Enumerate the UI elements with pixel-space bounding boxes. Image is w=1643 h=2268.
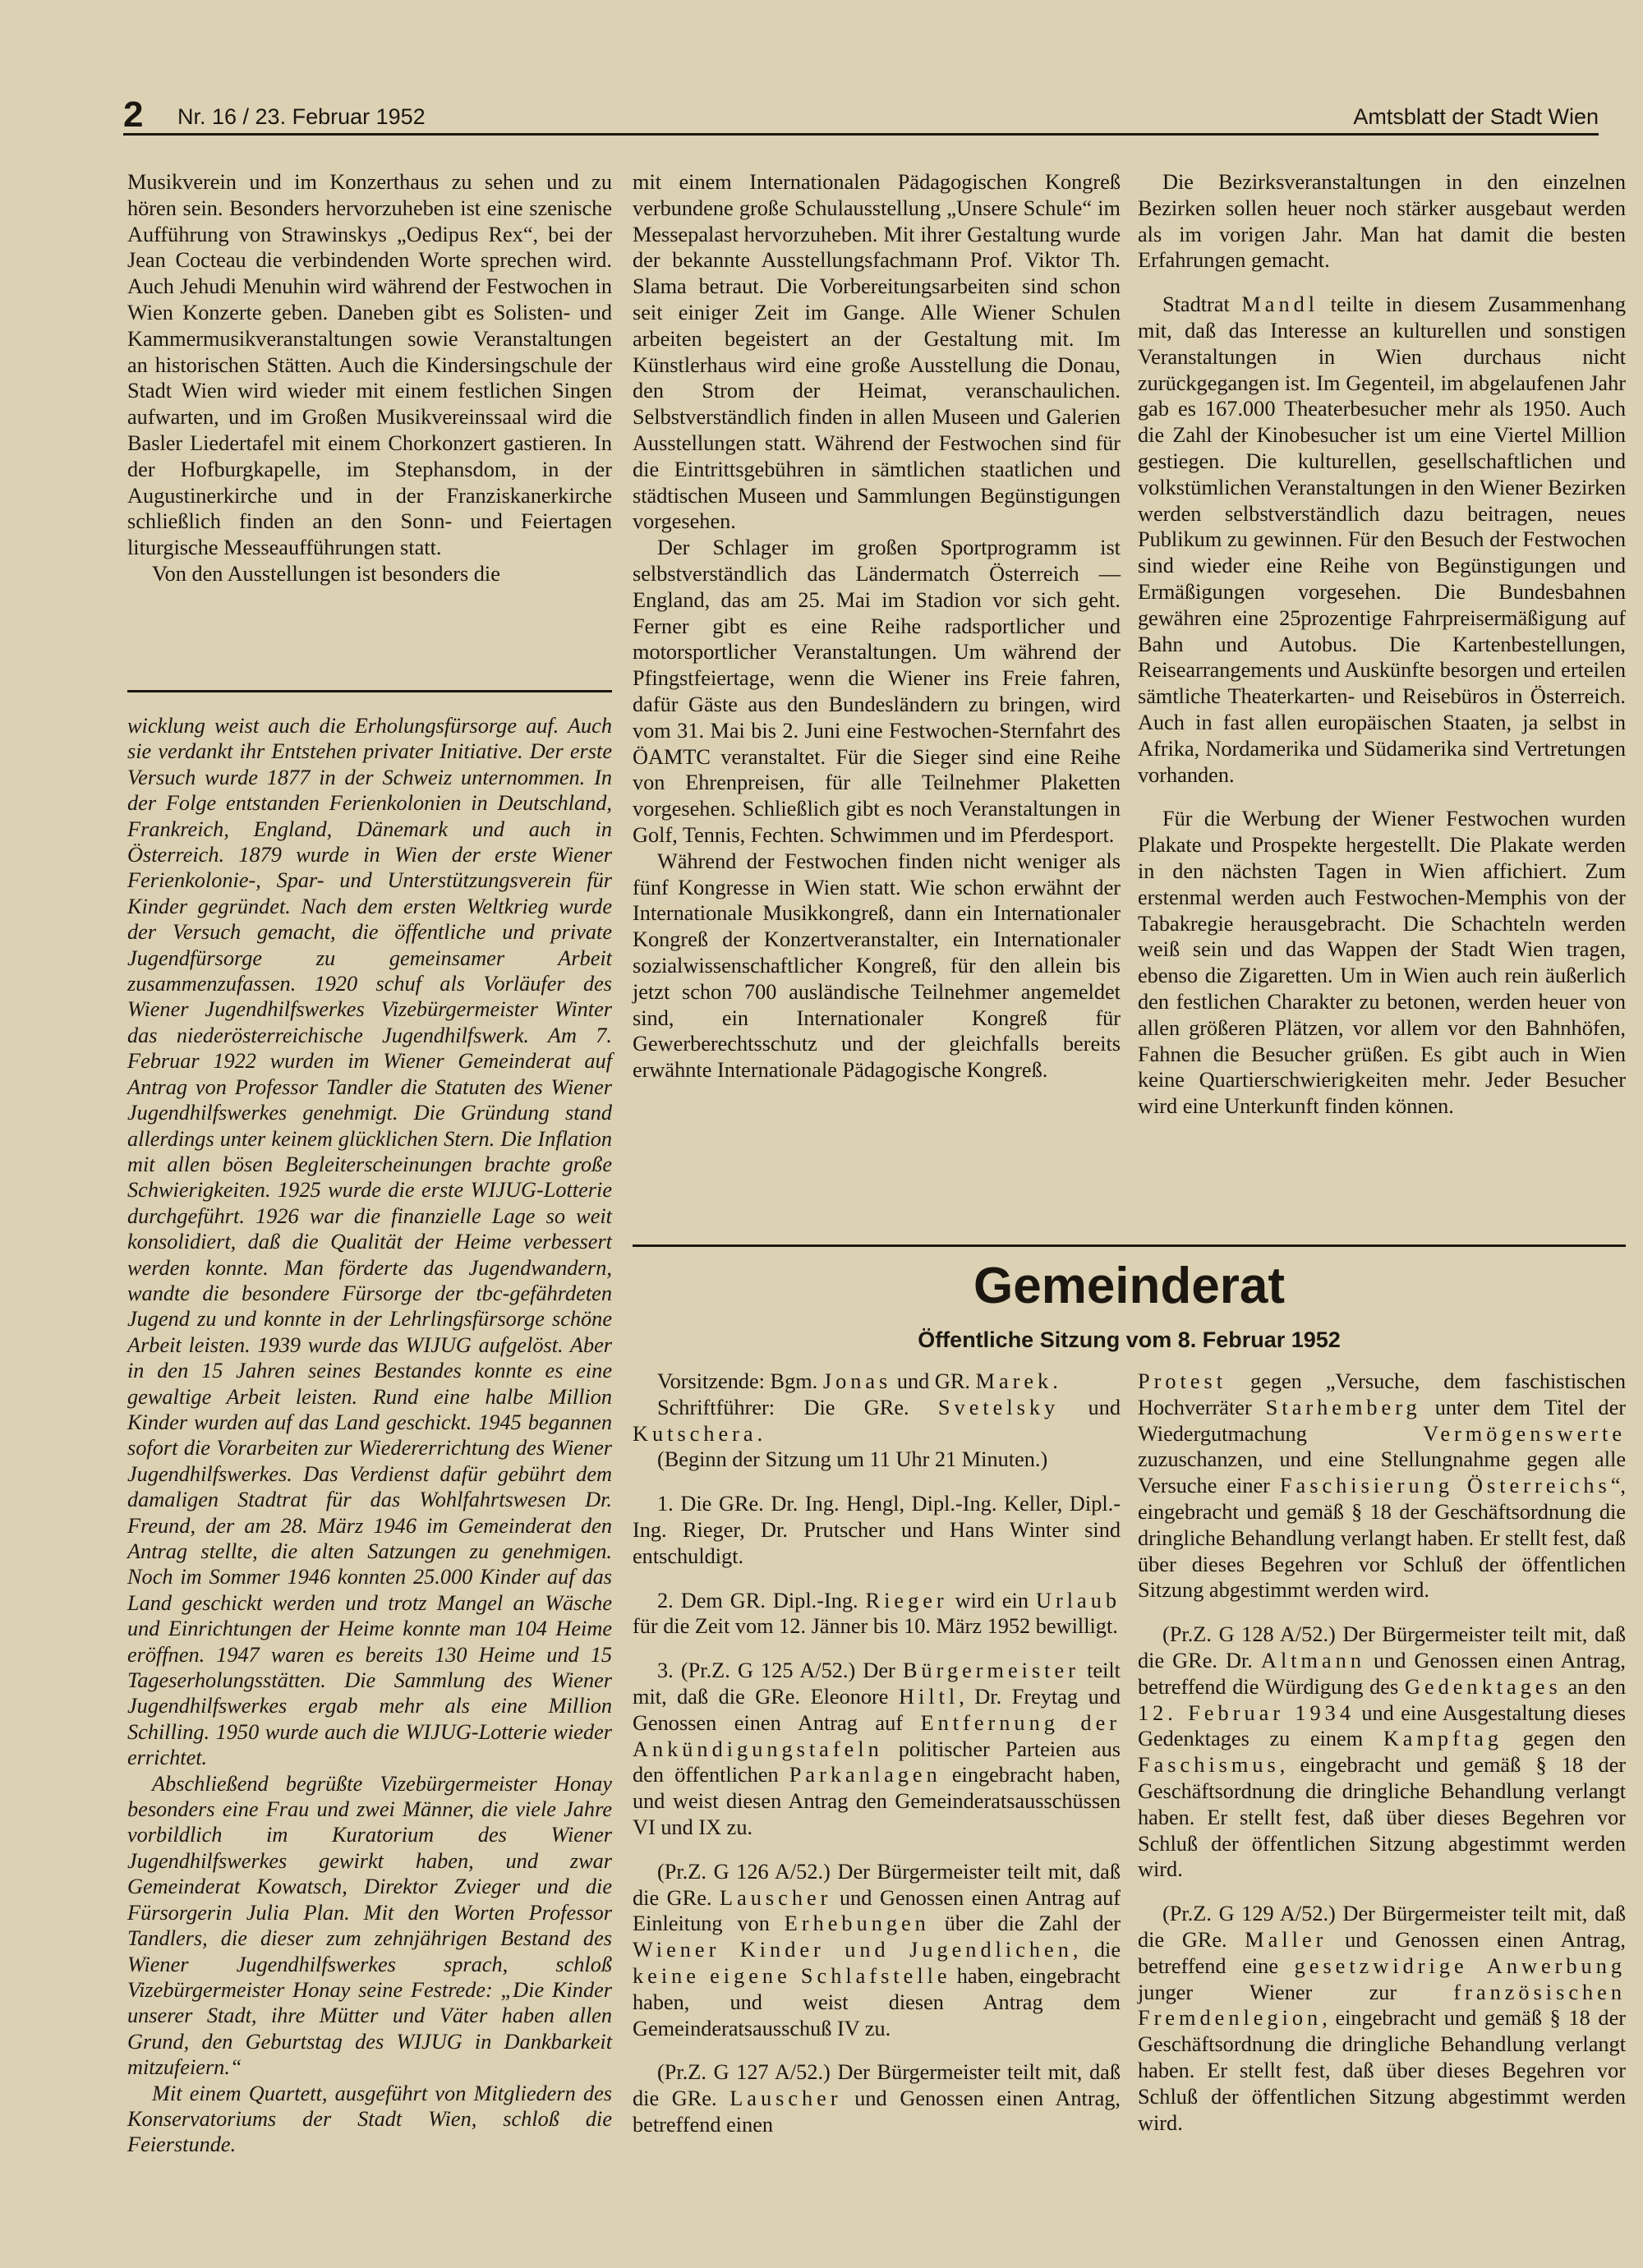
- stadtrat-mandl-paragraph: Stadtrat Mandl teilte in diesem Zusammenhang mit, daß das Interesse an kulturellen und sonstigen Veranstaltungen in Wien durchaus nicht zurückgegangen ist. Im Gegenteil, im abgelaufenen Jahr gab es 167.000 Theaterbesucher mehr als 1950. Auch die Zahl der Kinobesucher ist um eine Viertel Million gestiegen. Die kulturellen, gesellschaftlichen und volkstümlichen Veranstaltungen in den Wiener Bezirken werden selbstverständlich dazu beitragen, neues Publikum zu gewinnen. Für den Besuch der Festwochen sind wieder eine Reihe von Begünstigungen und Ermäßigungen vorgesehen. Die Bundesbahnen gewähren eine 25prozentige Fahrpreisermäßigung auf Bahn und Autobus. Die Kartenbestellungen, Reisearrangements und Auskünfte besorgen und erteilen sämtliche Theaterkarten- und Reisebüros in Österreich. Auch in fast allen europäischen Staaten, ja selbst in Afrika, Nordamerika und Südamerika sind Vertretungen vorhanden.: [1138, 292, 1626, 787]
- column-1-lower: [127, 713, 612, 2158]
- column-2-lower: [633, 1369, 1121, 2138]
- page-number: 2: [123, 94, 144, 135]
- item-127-paragraph: (Pr.Z. G 127 A/52.) Der Bürgermeister teilt mit, daß die GRe. Lauscher und Genossen einen Antrag, betreffend einen: [633, 2060, 1121, 2137]
- item-2-paragraph: 2. Dem GR. Dipl.-Ing. Rieger wird ein Urlaub für die Zeit vom 12. Jänner bis 10. März 1952 bewilligt.: [633, 1588, 1121, 1639]
- column-2-upper: [633, 169, 1121, 1083]
- item-3-paragraph: 3. (Pr.Z. G 125 A/52.) Der Bürgermeister teilt mit, daß die GRe. Eleonore Hiltl, Dr. Freytag und Genossen einen Antrag auf Entfernung der Ankündigungstafeln politischer Parteien aus den öffentlichen Parkanlagen eingebracht haben, und weist diesen Antrag den Gemeinderatsausschüssen VI und IX zu.: [633, 1658, 1121, 1839]
- advertising-paragraph: Für die Werbung der Wiener Festwochen wurden Plakate und Prospekte hergestellt. Die Plakate werden in den nächsten Tagen in Wien affichiert. Zum erstenmal werden auch Festwochen-Memphis von der Tabakregie herausgebracht. Die Schachteln werden weiß sein und das Wappen der Stadt Wien tragen, ebenso die Zigaretten. Um in Wien auch rein äußerlich den festlichen Charakter zu betonen, werden heuer von allen größeren Plätzen, vor allem vor den Bahnhöfen, Fahnen die Besucher grüßen. Es gibt auch in Wien keine Quartierschwierigkeiten mehr. Jeder Besucher wird eine Unterkunft finden können.: [1138, 807, 1626, 1119]
- publication-name: Amtsblatt der Stadt Wien: [1353, 104, 1599, 129]
- exhibitions-paragraph-start: Von den Ausstellungen ist besonders die: [152, 561, 500, 586]
- column-3-upper: [1138, 169, 1626, 1120]
- column-3-lower: [1138, 1369, 1626, 2136]
- issue-info: Nr. 16 / 23. Februar 1952: [177, 104, 426, 129]
- secretary-paragraph: Schriftführer: Die GRe. Svetelsky und Kutschera.: [633, 1395, 1121, 1446]
- item-126-paragraph: (Pr.Z. G 126 A/52.) Der Bürgermeister teilt mit, daß die GRe. Lauscher und Genossen einen Antrag auf Einleitung von Erhebungen über die Zahl der Wiener Kinder und Jugendlichen, die keine eigene Schlafstelle haben, eingebracht haben, und weist diesen Antrag dem Gemeinderatsausschuß IV zu.: [633, 1859, 1121, 2040]
- section-divider-rule: [633, 1244, 1626, 1247]
- protest-paragraph: Protest gegen „Versuche, dem faschistischen Hochverräter Starhemberg unter dem Titel der Wiedergutmachung Vermögenswerte zuzuschanzen, und eine Stellungnahme gegen alle Versuche einer Faschisierung Österreichs“, eingebracht und gemäß § 18 der Geschäftsordnung die dringliche Behandlung verlangt haben. Er stellt fest, daß über dieses Begehren vor Schluß der öffentlichen Sitzung abgestimmt werden wird.: [1138, 1369, 1627, 1603]
- sports-paragraph: Der Schlager im großen Sportprogramm ist selbstverständlich das Ländermatch Österreich — England, das am 25. Mai im Stadion vor sich geht. Ferner gibt es eine Reihe radsportlicher und motorsportlicher Veranstaltungen. Um während der Pfingstfeiertage, wenn die Wiener ins Freie fahren, dafür Gäste aus den Bundesländern zu bringen, wird vom 31. Mai bis 2. Juni eine Festwochen-Sternfahrt des ÖAMTC veranstaltet. Für die Sieger sind eine Reihe von Ehrenpreisen, für alle Teilnehmer Plaketten vorgesehen. Schließlich gibt es noch Veranstaltungen in Golf, Tennis, Fechten. Schwimmen und im Pferdesport.: [633, 536, 1121, 847]
- item-1-paragraph: 1. Die GRe. Dr. Ing. Hengl, Dipl.-Ing. Keller, Dipl.-Ing. Rieger, Dr. Prutscher und Hans Winter sind entschuldigt.: [633, 1492, 1121, 1568]
- session-subtitle: Öffentliche Sitzung vom 8. Februar 1952: [918, 1327, 1341, 1352]
- wijug-history-paragraph: wicklung weist auch die Erholungsfürsorge auf. Auch sie verdankt ihr Entstehen privater Initiative. Der erste Versuch wurde 1877 in der Schweiz unternommen. In der Folge entstanden Ferienkolonien in Deutschland, Frankreich, England, Dänemark und auch in Österreich. 1879 wurde in Wien der erste Wiener Ferienkolonie-, Spar- und Unterstützungsverein für Kinder gegründet. Nach dem ersten Weltkrieg wurde der Versuch gemacht, die öffentliche und private Jugendfürsorge zu gemeinsamer Arbeit zusammenzufassen. 1920 schuf als Vorläufer des Wiener Jugendhilfswerkes Vizebürgermeister Winter das niederösterreichische Jugendhilfswerk. Am 7. Februar 1922 wurden im Wiener Gemeinderat auf Antrag von Professor Tandler die Statuten des Wiener Jugendhilfswerkes genehmigt. Die Gründung stand allerdings unter keinem glücklichen Stern. Die Inflation mit allen bösen Begleiterscheinungen brachte große Schwierigkeiten. 1925 wurde die erste WIJUG-Lotterie durchgeführt. 1926 war die finanzielle Lage so weit konsolidiert, daß die Qualität der Heime verbessert werden konnte. Man förderte das Jugendwandern, wandte die besondere Fürsorge der tbc-gefährdeten Jugend zu und konnte in der Lehrlingsfürsorge schöne Arbeit leisten. 1939 wurde das WIJUG aufgelöst. Aber in den 15 Jahren seines Bestandes konnte es eine gewaltige Arbeit leisten. Rund eine halbe Million Kinder wurden auf das Land geschickt. 1945 begannen sofort die Vorarbeiten zur Wiedererrichtung des Wiener Jugendhilfswerkes. Das Verdienst dafür gebührt dem damaligen Stadtrat für das Wohlfahrtswesen Dr. Freund, der am 28. März 1946 im Gemeinderat den Antrag stellte, die alten Satzungen zu genehmigen. Noch im Sommer 1946 konnten 25.000 Kinder auf das Land geschickt werden und trotz Mangel an Wäsche und Einrichtungen der Heime konnte man 104 Heime eröffnen. 1947 waren es bereits 130 Heime und 15 Tageserholungsstätten. Die Sammlung des Wiener Jugendhilfswerkes ergab mehr als eine Million Schilling. 1950 wurde auch die WIJUG-Lotterie wieder errichtet.: [127, 714, 612, 1770]
- item-128-paragraph: (Pr.Z. G 128 A/52.) Der Bürgermeister teilt mit, daß die GRe. Dr. Altmann und Genossen einen Antrag, betreffend die Würdigung des Gedenktages an den 12. Februar 1934 und eine Ausgestaltung dieses Gedenktages zu einem Kampftag gegen den Faschismus, eingebracht und gemäß § 18 der Geschäftsordnung die dringliche Behandlung verlangt haben. Er stellt fest, daß über dieses Begehren vor Schluß der öffentlichen Sitzung abgestimmt werden wird.: [1138, 1622, 1627, 1882]
- wijug-closing-paragraph: Abschließend begrüßte Vizebürgermeister Honay besonders eine Frau und zwei Männer, die viele Jahre vorbildlich im Kuratorium des Wiener Jugendhilfswerkes gewirkt haben, und zwar Gemeinderat Kowatsch, Direktor Zvieger und die Fürsorgerin Julia Plan. Mit den Worten Professor Tandlers, die dieser zum zehnjährigen Bestand des Wiener Jugendhilfswerkes sprach, schloß Vizebürgermeister Honay seine Festrede: „Die Kinder unserer Stadt, ihre Mütter und Väter haben allen Grund, den Geburtstag des WIJUG in Dankbarkeit mitzufeiern.“: [127, 1771, 612, 2080]
- page-header: [123, 94, 1599, 136]
- column-divider-rule: [127, 690, 612, 692]
- district-events-paragraph: Die Bezirksveranstaltungen in den einzelnen Bezirken sollen heuer noch stärker ausgebaut werden als im vorigen Jahr. Man hat damit die besten Erfahrungen gemacht.: [1138, 170, 1626, 273]
- exhibitions-paragraph: mit einem Internationalen Pädagogischen Kongreß verbundene große Schulausstellung „Unsere Schule“ im Messepalast hervorzuheben. Mit ihrer Gestaltung wurde der bekannte Ausstellungsfachmann Prof. Viktor Th. Slama betraut. Die Vorbereitungsarbeiten sind schon seit einiger Zeit im Gange. Alle Wiener Schulen arbeiten begeistert an der Gestaltung mit. Im Künstlerhaus wird eine große Ausstellung die Donau, den Strom der Heimat, veranschaulichen. Selbstverständlich finden in allen Museen und Galerien Ausstellungen statt. Während der Festwochen sind für die Eintrittsgebühren in sämtlichen staatlichen und städtischen Museen und Sammlungen Begünstigungen vorgesehen.: [633, 170, 1121, 534]
- wijug-quartet-paragraph: Mit einem Quartett, ausgeführt von Mitgliedern des Konservatoriums der Stadt Wien, schloß die Feierstunde.: [127, 2081, 612, 2157]
- column-1-upper: [127, 169, 612, 587]
- chair-paragraph: Vorsitzende: Bgm. Jonas und GR. Marek.: [657, 1369, 1058, 1393]
- festwochen-music-paragraph: Musikverein und im Konzerthaus zu sehen und zu hören sein. Besonders hervorzuheben ist eine szenische Aufführung von Strawinskys „Oedipus Rex“, bei der Jean Cocteau die verbindenden Worte sprechen wird. Auch Jehudi Menuhin wird während der Festwochen in Wien Konzerte geben. Daneben gibt es Solisten- und Kammermusikveranstaltungen sowie Veranstaltungen an historischen Stätten. Auch die Kindersingschule der Stadt Wien wird wieder mit einem festlichen Singen aufwarten, und im Großen Musikvereinssaal wird die Basler Liedertafel mit einem Chorkonzert gastieren. In der Hofburgkapelle, im Stephansdom, in der Augustinerkirche und in der Franziskanerkirche schließlich finden an den Sonn- und Feiertagen liturgische Messeaufführungen statt.: [127, 170, 612, 560]
- item-129-paragraph: (Pr.Z. G 129 A/52.) Der Bürgermeister teilt mit, daß die GRe. Maller und Genossen einen Antrag, betreffend eine gesetzwidrige Anwerbung junger Wiener zur französischen Fremdenlegion, eingebracht und gemäß § 18 der Geschäftsordnung die dringliche Behandlung verlangt haben. Er stellt fest, daß über dieses Begehren vor Schluß der öffentlichen Sitzung abgestimmt werden wird.: [1138, 1902, 1626, 2135]
- congresses-paragraph: Während der Festwochen finden nicht weniger als fünf Kongresse in Wien statt. Wie schon erwähnt der Internationale Musikkongreß, dann ein Internationaler Kongreß der Konzertveranstalter, ein Internationaler sozialwissenschaftlicher Kongreß, für den allein bis jetzt schon 700 ausländische Teilnehmer angemeldet sind, ein Internationaler Kongreß für Gewerberechtsschutz und der gleichfalls bereits erwähnte Internationale Pädagogische Kongreß.: [633, 849, 1121, 1083]
- gemeinderat-heading: Gemeinderat: [973, 1258, 1286, 1314]
- session-start-paragraph: (Beginn der Sitzung um 11 Uhr 21 Minuten.): [657, 1447, 1048, 1472]
